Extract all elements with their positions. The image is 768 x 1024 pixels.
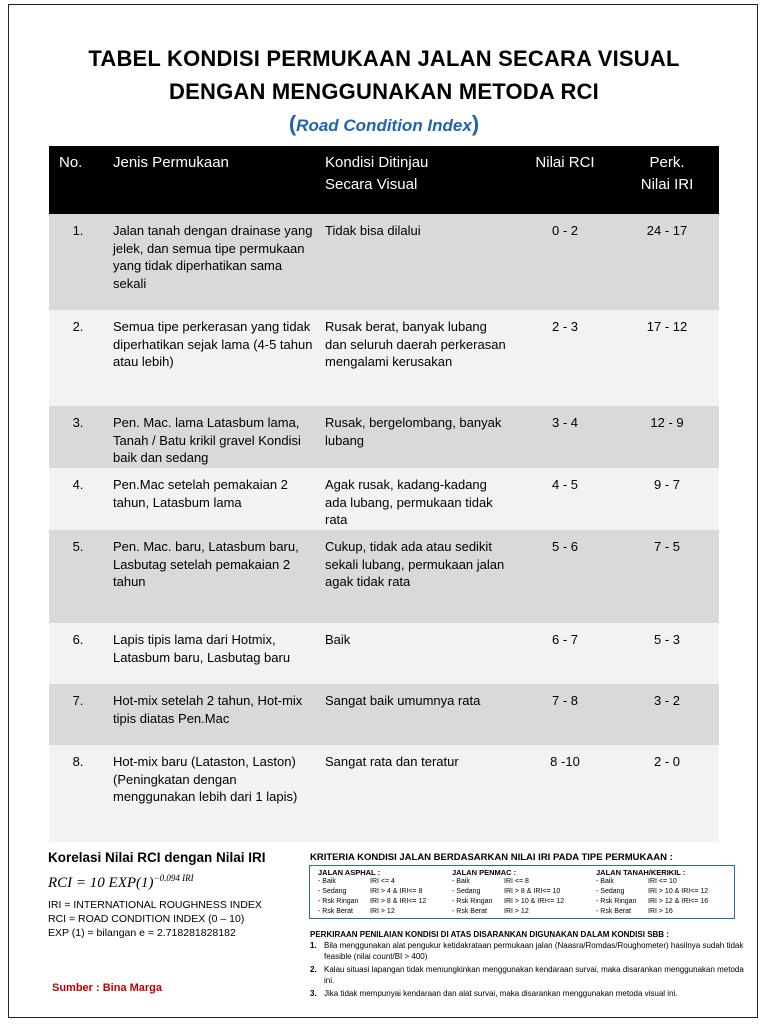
cell-rci: 7 - 8 xyxy=(515,684,615,745)
formula-main: RCI = 10 EXP(1) xyxy=(48,875,154,891)
cell-iri: 17 - 12 xyxy=(615,310,719,406)
kriteria-line xyxy=(318,907,426,917)
cell-rci: 0 - 2 xyxy=(515,214,615,310)
kriteria-value: IRI > 4 & IRI<= 8 xyxy=(370,888,423,895)
cell-jenis: Semua tipe perkerasan yang tidak diperhatikan sejak lama (4-5 tahun atau lebih) xyxy=(107,310,319,406)
kriteria-asphal xyxy=(318,868,426,917)
kriteria-line xyxy=(452,877,564,887)
table-row xyxy=(49,310,719,406)
formula-exponent: −0.094 IRI xyxy=(153,873,194,883)
cell-iri: 7 - 5 xyxy=(615,530,719,623)
cell-jenis: Pen.Mac setelah pemakaian 2 tahun, Latasbum lama xyxy=(107,468,319,530)
title-line-2: DENGAN MENGGUNAKAN METODA RCI xyxy=(169,79,599,104)
kriteria-tanah xyxy=(596,868,708,917)
cell-jenis: Pen. Mac. baru, Latasbum baru, Lasbutag setelah pemakaian 2 tahun xyxy=(107,530,319,623)
kriteria-value: IRI > 10 & IRI<= 12 xyxy=(504,898,565,905)
def-iri: IRI = INTERNATIONAL ROUGHNESS INDEX xyxy=(48,899,262,911)
kriteria-value: IRI > 12 xyxy=(504,908,529,915)
kriteria-label: - Sedang xyxy=(318,888,347,895)
cell-jenis: Pen. Mac. lama Latasbum lama, Tanah / Batu krikil gravel Kondisi baik dan sedang xyxy=(107,406,319,468)
cell-no: 1. xyxy=(49,214,107,310)
cell-jenis: Jalan tanah dengan drainase yang jelek, dan semua tipe permukaan yang tidak diperhatikan sama sekali xyxy=(107,214,319,310)
source-label: Sumber : Bina Marga xyxy=(52,982,163,994)
table-row xyxy=(49,530,719,623)
subtitle-close-paren: ) xyxy=(471,111,480,136)
cell-no: 5. xyxy=(49,530,107,623)
header-kondisi xyxy=(319,146,515,214)
list-item xyxy=(310,989,750,1000)
cell-jenis: Hot-mix setelah 2 tahun, Hot-mix tipis diatas Pen.Mac xyxy=(107,684,319,745)
subtitle xyxy=(0,111,768,137)
kriteria-line xyxy=(318,887,426,897)
kriteria-line xyxy=(452,907,564,917)
kriteria-value: IRI <= 4 xyxy=(370,878,395,885)
list-item-number: 1. xyxy=(310,941,317,950)
kriteria-label: - Sedang xyxy=(596,888,625,895)
kriteria-line xyxy=(318,877,426,887)
table-header-row xyxy=(49,146,719,214)
kriteria-value: IRI <= 10 xyxy=(648,878,677,885)
kriteria-label: - Rsk Berat xyxy=(318,908,354,915)
kriteria-line xyxy=(596,907,708,917)
cell-kondisi: Sangat rata dan teratur xyxy=(319,745,515,842)
def-rci: RCI = ROAD CONDITION INDEX (0 – 10) xyxy=(48,913,245,925)
cell-kondisi: Rusak berat, banyak lubang dan seluruh daerah perkerasan mengalami kerusakan xyxy=(319,310,515,406)
kriteria-label: - Sedang xyxy=(452,888,481,895)
cell-kondisi: Sangat baik umumnya rata xyxy=(319,684,515,745)
kriteria-value: IRI > 12 xyxy=(370,908,395,915)
kriteria-penmac-head: JALAN PENMAC : xyxy=(452,868,517,877)
kriteria-label: - Baik xyxy=(318,878,336,885)
header-iri xyxy=(615,146,719,214)
cell-rci: 8 -10 xyxy=(515,745,615,842)
table-row xyxy=(49,623,719,684)
kriteria-label: - Rsk Ringan xyxy=(596,898,637,905)
subtitle-open-paren: ( xyxy=(288,111,297,136)
cell-kondisi: Baik xyxy=(319,623,515,684)
cell-rci: 6 - 7 xyxy=(515,623,615,684)
header-kondisi-line2: Secara Visual xyxy=(325,176,418,193)
kriteria-value: IRI > 8 & IRI<= 12 xyxy=(370,898,427,905)
kriteria-label: - Rsk Berat xyxy=(596,908,632,915)
cell-iri: 2 - 0 xyxy=(615,745,719,842)
table-row xyxy=(49,214,719,310)
cell-iri: 24 - 17 xyxy=(615,214,719,310)
cell-iri: 3 - 2 xyxy=(615,684,719,745)
kriteria-line xyxy=(596,877,708,887)
header-iri-line2: Nilai IRI xyxy=(640,176,694,193)
def-exp: EXP (1) = bilangan e = 2.718281828182 xyxy=(48,927,236,939)
table-row xyxy=(49,406,719,468)
kriteria-label: - Rsk Ringan xyxy=(318,898,359,905)
perkiraan-list xyxy=(310,941,750,1003)
cell-rci: 2 - 3 xyxy=(515,310,615,406)
subtitle-text: Road Condition Index xyxy=(296,116,472,135)
kriteria-tanah-head: JALAN TANAH/KERIKIL : xyxy=(596,868,686,877)
cell-no: 2. xyxy=(49,310,107,406)
header-kondisi-line1: Kondisi Ditinjau xyxy=(325,154,429,171)
cell-kondisi: Tidak bisa dilalui xyxy=(319,214,515,310)
cell-jenis: Lapis tipis lama dari Hotmix, Latasbum baru, Lasbutag baru xyxy=(107,623,319,684)
kriteria-value: IRI > 10 & IRI<= 12 xyxy=(648,888,709,895)
cell-no: 6. xyxy=(49,623,107,684)
table-row xyxy=(49,684,719,745)
kriteria-line xyxy=(452,897,564,907)
title-line-1: TABEL KONDISI PERMUKAAN JALAN SECARA VISUAL xyxy=(88,46,680,71)
cell-no: 3. xyxy=(49,406,107,468)
header-rci: Nilai RCI xyxy=(515,146,615,214)
cell-no: 7. xyxy=(49,684,107,745)
kriteria-value: IRI > 8 & IRI<= 10 xyxy=(504,888,561,895)
cell-jenis: Hot-mix baru (Lataston, Laston) (Peningkatan dengan menggunakan lebih dari 1 lapis) xyxy=(107,745,319,842)
kriteria-line xyxy=(318,897,426,907)
korelasi-title: Korelasi Nilai RCI dengan Nilai IRI xyxy=(48,850,266,865)
kriteria-box xyxy=(309,865,735,919)
header-jenis: Jenis Permukaan xyxy=(107,146,319,214)
kriteria-label: - Baik xyxy=(596,878,614,885)
table-row xyxy=(49,468,719,530)
kriteria-title: KRITERIA KONDISI JALAN BERDASARKAN NILAI IRI PADA TIPE PERMUKAAN : xyxy=(310,852,673,863)
table-row xyxy=(49,745,719,842)
kriteria-line xyxy=(596,897,708,907)
list-item-text: Bila menggunakan alat pengukur ketidakrataan permukaan jalan (Naasra/Romdas/Roughometer) hasilnya sudah tidak feasible (nilai count/BI > 400) xyxy=(324,941,744,961)
definitions xyxy=(48,898,262,940)
cell-rci: 4 - 5 xyxy=(515,468,615,530)
kriteria-label: - Rsk Ringan xyxy=(452,898,493,905)
cell-no: 4. xyxy=(49,468,107,530)
kriteria-value: IRI <= 8 xyxy=(504,878,529,885)
cell-iri: 5 - 3 xyxy=(615,623,719,684)
kriteria-value: IRI > 12 & IRI<= 16 xyxy=(648,898,709,905)
rci-formula xyxy=(48,873,194,892)
header-iri-line1: Perk. xyxy=(649,154,685,171)
kriteria-line xyxy=(596,887,708,897)
kriteria-asphal-head: JALAN ASPHAL : xyxy=(318,868,381,877)
list-item-text: Kalau situasi lapangan tidak memungkinkan menggunakan kendaraan survai, maka disarankan menggunakan metoda ini. xyxy=(324,965,744,985)
cell-kondisi: Cukup, tidak ada atau sedikit sekali lubang, permukaan jalan agak tidak rata xyxy=(319,530,515,623)
list-item-number: 2. xyxy=(310,965,317,974)
kriteria-line xyxy=(452,887,564,897)
cell-iri: 12 - 9 xyxy=(615,406,719,468)
cell-rci: 3 - 4 xyxy=(515,406,615,468)
header-no: No. xyxy=(49,146,107,214)
list-item xyxy=(310,965,750,986)
cell-rci: 5 - 6 xyxy=(515,530,615,623)
rci-table xyxy=(49,146,719,842)
list-item xyxy=(310,941,750,962)
cell-iri: 9 - 7 xyxy=(615,468,719,530)
kriteria-label: - Rsk Berat xyxy=(452,908,488,915)
kriteria-value: IRI > 16 xyxy=(648,908,673,915)
cell-kondisi: Rusak, bergelombang, banyak lubang xyxy=(319,406,515,468)
kriteria-penmac xyxy=(452,868,564,917)
list-item-number: 3. xyxy=(310,989,317,998)
list-item-text: Jika tidak mempunyai kendaraan dan alat survai, maka disarankan menggunakan metoda visual ini. xyxy=(324,989,678,998)
cell-no: 8. xyxy=(49,745,107,842)
perkiraan-title: PERKIRAAN PENILAIAN KONDISI DI ATAS DISARANKAN DIGUNAKAN DALAM KONDISI SBB : xyxy=(310,930,669,939)
kriteria-label: - Baik xyxy=(452,878,470,885)
cell-kondisi: Agak rusak, kadang-kadang ada lubang, permukaan tidak rata xyxy=(319,468,515,530)
